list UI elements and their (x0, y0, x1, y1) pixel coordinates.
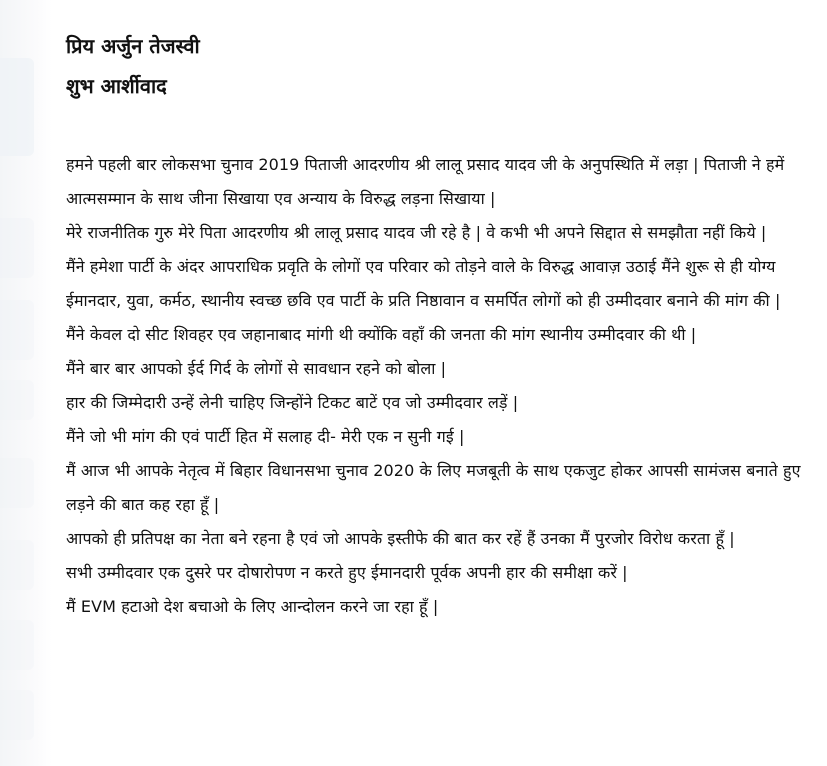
letter-paragraph: मैंने केवल दो सीट शिवहर एव जहानाबाद मांगी थी क्योंकि वहाँ की जनता की मांग स्थानीय उम्मीदवार की थी | (66, 325, 697, 344)
letter-paragraph: सभी उम्मीदवार एक दुसरे पर दोषारोपण न करते हुए ईमानदारी पूर्वक अपनी हार की समीक्षा करें | (66, 563, 628, 582)
letter-paragraph: मेरे राजनीतिक गुरु मेरे पिता आदरणीय श्री लालू प्रसाद यादव जी रहे है | वे कभी भी अपने सिद्दात से समझौता नहीं किये | (66, 223, 767, 242)
letter (66, 26, 806, 624)
ghost-panel (0, 58, 34, 156)
ghost-panel (0, 690, 34, 740)
letter-paragraph: हार की जिम्मेदारी उन्हें लेनी चाहिए जिन्होंने टिकट बाटें एव जो उम्मीदवार लड़ें | (66, 393, 519, 412)
greeting-name: प्रिय अर्जुन तेजस्वी (66, 34, 200, 58)
ghost-panel (0, 380, 34, 420)
ghost-panel (0, 218, 34, 278)
letter-paragraph: मैंने हमेशा पार्टी के अंदर आपराधिक प्रवृति के लोगों एव परिवार को तोड़ने वाले के विरुद्ध आवाज़ उठाई मैंने शुरू से ही योग्य ईमानदार, युवा, कर्मठ, स्थानीय स्वच्छ छवि एव पार्टी के प्रति निष्ठावान व समर्पित लोगों को ही उम्मीदवार बनाने की मांग की | (66, 257, 781, 310)
ghost-panel (0, 458, 34, 508)
letter-paragraph: हमने पहली बार लोकसभा चुनाव 2019 पिताजी आदरणीय श्री लालू प्रसाद यादव जी के अनुपस्थिति में लड़ा | पिताजी ने हमें आत्मसम्मान के साथ जीना सिखाया एव अन्याय के विरुद्ध लड़ना सिखाया | (66, 155, 785, 208)
ghost-panel (0, 620, 34, 670)
letter-paragraph: मैं आज भी आपके नेतृत्व में बिहार विधानसभा चुनाव 2020 के लिए मजबूती के साथ एकजुट होकर आपसी सामंजस बनाते हुए लड़ने की बात कह रहा हूँ | (66, 461, 801, 514)
greeting-blessing: शुभ आर्शीवाद (66, 74, 167, 98)
background-app-edge (0, 0, 52, 766)
letter-paragraph: मैं EVM हटाओ देश बचाओ के लिए आन्दोलन करने जा रहा हूँ | (66, 597, 439, 616)
letter-paragraph: आपको ही प्रतिपक्ष का नेता बने रहना है एवं जो आपके इस्तीफे की बात कर रहें हैं उनका मैं पुरजोर विरोध करता हूँ | (66, 529, 735, 548)
letter-body (66, 148, 806, 624)
letter-paragraph: मैंने जो भी मांग की एवं पार्टी हित में सलाह दी- मेरी एक न सुनी गई | (66, 427, 465, 446)
ghost-panel (0, 300, 34, 360)
letter-paragraph: मैंने बार बार आपको ईर्द गिर्द के लोगों से सावधान रहने को बोला | (66, 359, 447, 378)
ghost-panel (0, 540, 34, 590)
